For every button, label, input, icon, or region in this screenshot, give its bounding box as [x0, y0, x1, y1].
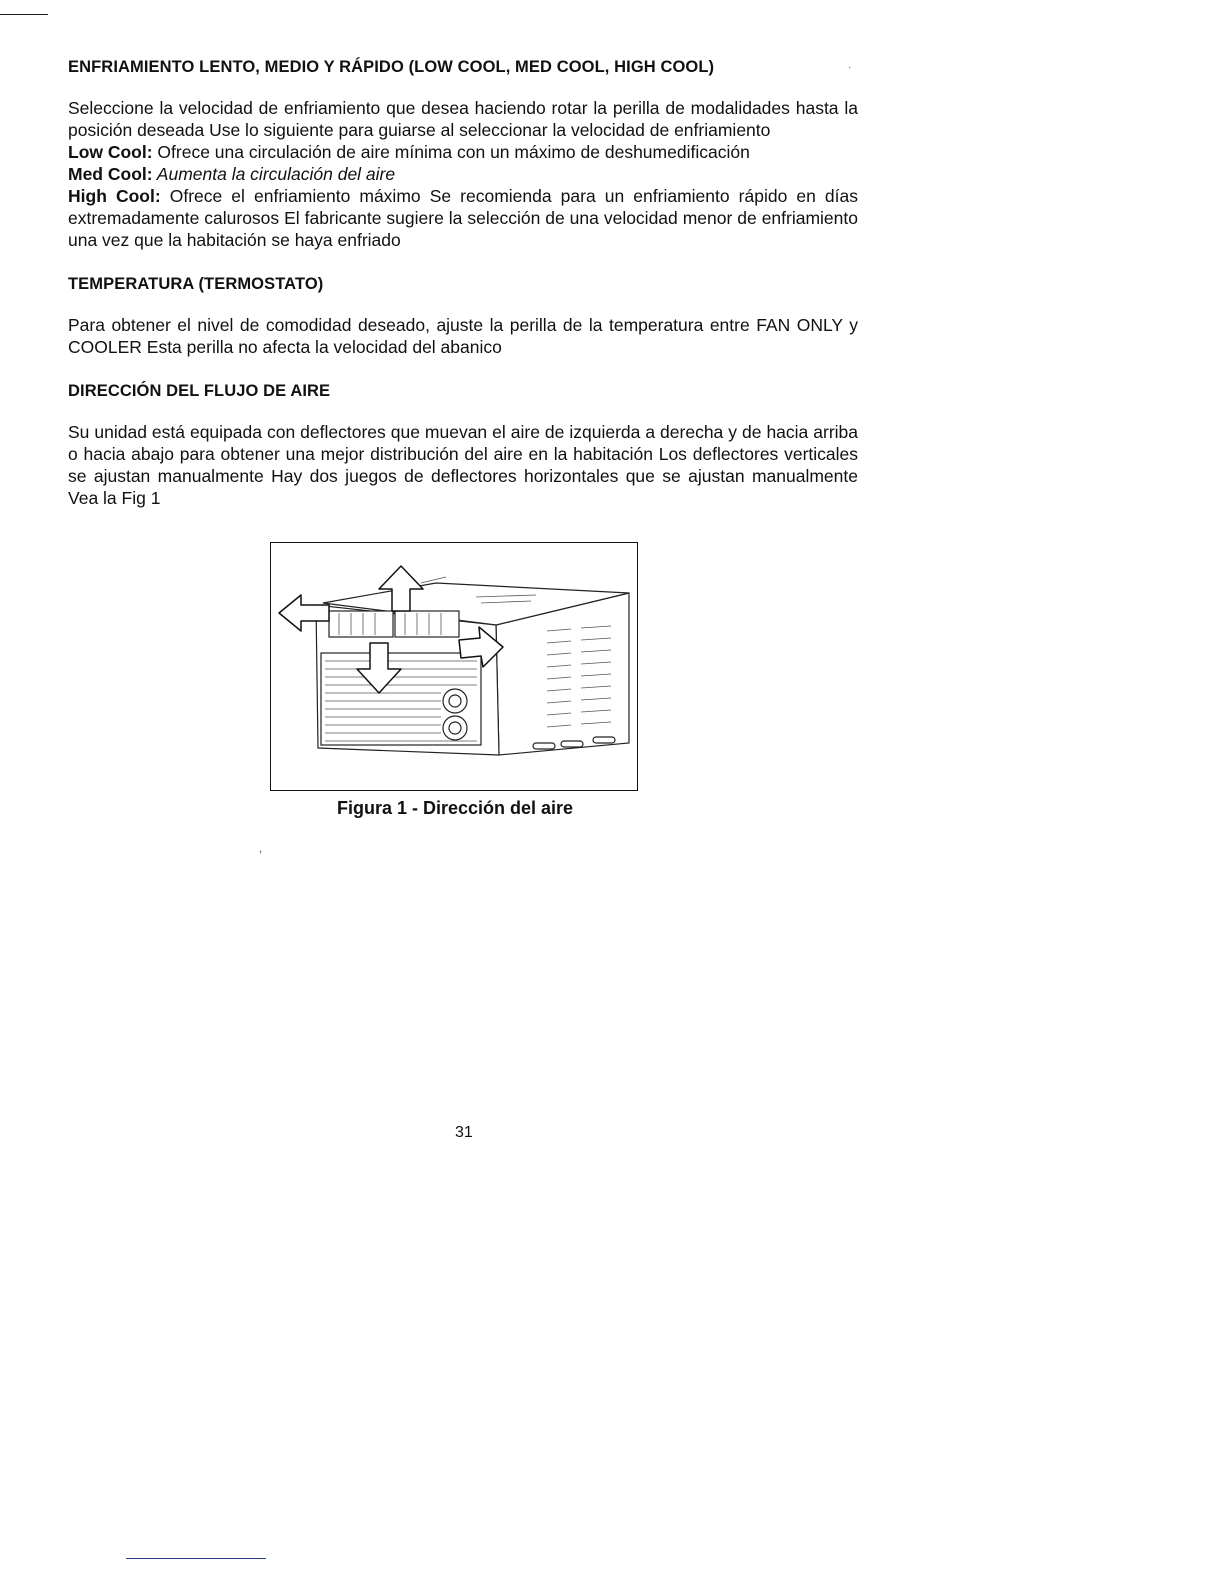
low-cool-label: Low Cool:: [68, 142, 153, 162]
med-cool-label: Med Cool:: [68, 164, 153, 184]
figure-frame: [270, 542, 638, 791]
bottom-rule: [126, 1558, 266, 1559]
figure-caption: Figura 1 - Dirección del aire: [336, 798, 574, 818]
high-cool-label: High Cool:: [68, 186, 161, 206]
med-cool-paragraph: [68, 163, 858, 185]
cooling-intro: Seleccione la velocidad de enfriamiento que desea haciendo rotar la perilla de modalidades hasta la posición deseada Use lo siguiente para guiarse al seleccionar la velocidad de enfriamiento: [68, 98, 858, 140]
corner-rule: [0, 14, 48, 15]
document-body: [68, 58, 858, 509]
high-cool-text: Ofrece el enfriamiento máximo Se recomienda para un enfriamiento rápido en días extremadamente calurosos El fabricante sugiere la selección de una velocidad menor de enfriamiento una vez que la habitación se haya enfriado: [68, 186, 858, 250]
cooling-heading: ENFRIAMIENTO LENTO, MEDIO Y RÁPIDO (LOW COOL, MED COOL, HIGH COOL): [68, 58, 715, 76]
air-conditioner-illustration: [271, 543, 636, 789]
temperature-text: Para obtener el nivel de comodidad deseado, ajuste la perilla de la temperatura entre FAN ONLY y COOLER Esta perilla no afecta la velocidad del abanico: [68, 315, 858, 357]
stray-mark: ,: [259, 843, 263, 855]
temperature-heading: TEMPERATURA (TERMOSTATO): [68, 275, 324, 293]
airflow-text: Su unidad está equipada con deflectores que muevan el aire de izquierda a derecha y de hacia arriba o hacia abajo para obtener una mejor distribución del aire en la habitación Los deflectores verticales se ajustan manualmente Hay dos juegos de deflectores horizontales que se ajustan manualmente Vea la Fig 1: [68, 422, 858, 508]
med-cool-text: Aumenta la circulación del aire: [152, 164, 396, 184]
high-cool-paragraph: [68, 185, 858, 251]
page-number: 31: [455, 1124, 473, 1141]
low-cool-text: Ofrece una circulación de aire mínima con un máximo de deshumedificación: [152, 142, 750, 162]
airflow-heading: DIRECCIÓN DEL FLUJO DE AIRE: [68, 382, 331, 400]
stray-dot: ·: [848, 62, 852, 73]
low-cool-paragraph: [68, 141, 858, 163]
